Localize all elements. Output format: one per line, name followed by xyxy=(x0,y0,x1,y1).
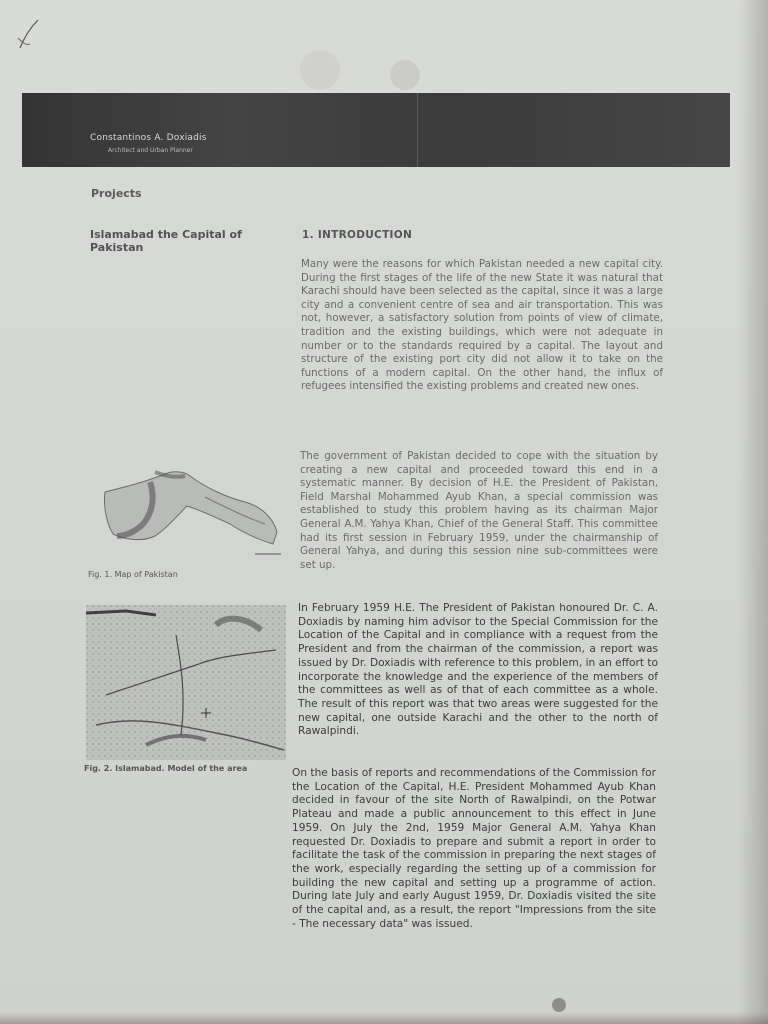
paragraph-3: In February 1959 H.E. The President of Pakistan honoured Dr. C. A. Doxiadis by naming him advisor to the Special Commission for the Location of the Capital and in compliance with a request from the President and from the chairman of the commission, a report was issued by Dr. Doxiadis with reference to this problem, in an effort to incorporate the knowledge and the experience of the members of the committees as well as of that of each committee as a whole. The result of this report was that two areas were suggested for the new capital, one outside Karachi and the other to the north of Rawalpindi. xyxy=(298,602,658,738)
islamabad-model-figure xyxy=(86,605,286,760)
section-heading: 1. INTRODUCTION xyxy=(302,229,413,241)
map-of-pakistan-figure xyxy=(95,462,285,562)
section-label: Projects xyxy=(91,187,142,200)
project-title: Islamabad the Capital of Pakistan xyxy=(90,228,242,254)
figure-1-caption: Fig. 1. Map of Pakistan xyxy=(88,570,178,579)
header-banner xyxy=(22,93,730,167)
pen-mark-icon xyxy=(16,18,42,52)
page-edge-shadow xyxy=(0,1012,768,1024)
paper-stain xyxy=(552,998,566,1012)
figure-2-caption: Fig. 2. Islamabad. Model of the area xyxy=(84,764,248,773)
banner-divider xyxy=(417,93,418,167)
paragraph-2: The government of Pakistan decided to cope with the situation by creating a new capital and proceeded toward this end in a systematic manner. By decision of H.E. the President of Pakistan, Field Marshal Mohammed Ayub Khan, a special commission was established to study this problem having as its chairman Major General A.M. Yahya Khan, Chief of the General Staff. This committee had its first session in February 1959, under the chairmanship of General Yahya, and during this session nine sub-committees were set up. xyxy=(300,450,658,571)
paragraph-4: On the basis of reports and recommendations of the Commission for the Location of the Capital, H.E. President Mohammed Ayub Khan decided in favour of the site North of Rawalpindi, on the Potwar Plateau and made a public announcement to this effect in June 1959. On July the 2nd, 1959 Major General A.M. Yahya Khan requested Dr. Doxiadis to prepare and submit a report in order to facilitate the task of the commission in preparing the next stages of the work, especially regarding the setting up of a commission for building the new capital and setting up a programme of action. During late July and early August 1959, Dr. Doxiadis visited the site of the capital and, as a result, the report "Impressions from the site - The necessary data" was issued. xyxy=(292,767,656,930)
paper-stain xyxy=(300,50,340,90)
paper-stain xyxy=(390,60,420,90)
header-name: Constantinos A. Doxiadis xyxy=(90,133,207,143)
header-subtitle: Architect and Urban Planner xyxy=(108,147,193,154)
paragraph-1: Many were the reasons for which Pakistan needed a new capital city. During the first stages of the life of the new State it was natural that Karachi should have been selected as the capital, since it was a large city and a convenient centre of sea and air transportation. This was not, however, a satisfactory solution from points of view of climate, tradition and the existing buildings, which were not adequate in number or to the standards required by a capital. The layout and structure of the existing port city did not allow it to take on the functions of a modern capital. On the other hand, the influx of refugees intensified the existing problems and created new ones. xyxy=(301,258,663,393)
